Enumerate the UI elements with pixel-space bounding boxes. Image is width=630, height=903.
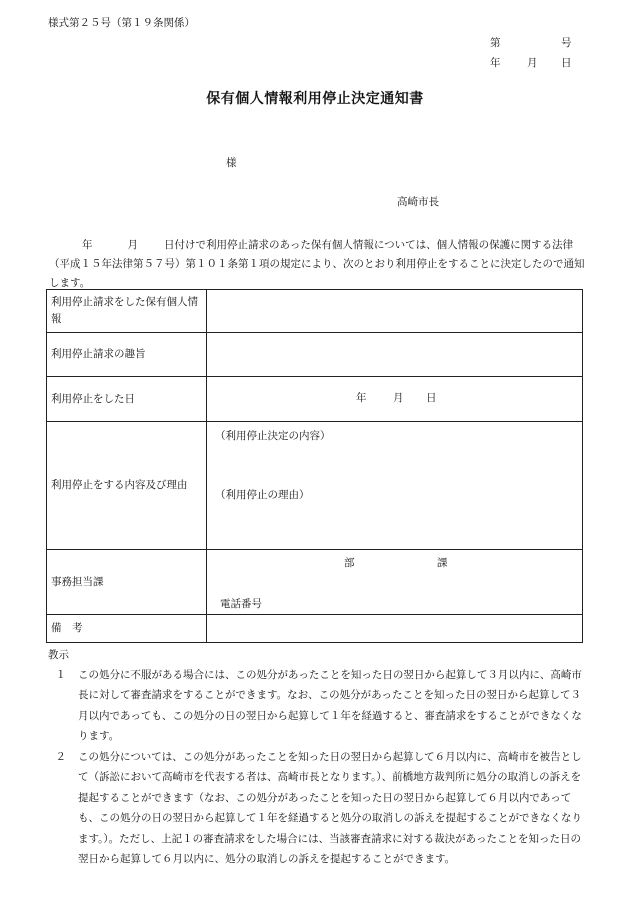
value-department <box>207 550 583 615</box>
stop-date-day: 日 <box>426 392 437 404</box>
department-suffix: 部 <box>344 557 355 569</box>
instructions-heading: 教示 <box>48 649 69 661</box>
form-id: 様式第２５号（第１９条関係） <box>48 17 195 29</box>
section-suffix: 課 <box>437 557 448 569</box>
issue-date-month: 月 <box>527 57 538 69</box>
phone-label: 電話番号 <box>220 598 262 610</box>
table-row <box>47 377 583 422</box>
table-row <box>47 422 583 550</box>
intro-paragraph <box>49 236 585 293</box>
row-label-department: 事務担当課 <box>47 550 207 615</box>
note-number: ２ <box>55 750 66 763</box>
row-label-request-purpose: 利用停止請求の趣旨 <box>47 333 207 377</box>
value-request-purpose <box>207 333 583 377</box>
list-item <box>48 665 593 747</box>
row-label-stop-date: 利用停止をした日 <box>47 377 207 422</box>
stop-date-month: 月 <box>393 392 404 404</box>
value-remarks <box>207 615 583 643</box>
value-stop-date <box>207 377 583 422</box>
row-label-content-reason: 利用停止をする内容及び理由 <box>47 422 207 550</box>
document-title: 保有個人情報利用停止決定通知書 <box>206 91 424 107</box>
list-item <box>48 747 593 870</box>
table-row <box>47 290 583 333</box>
issue-date-day: 日 <box>561 57 572 69</box>
table-row <box>47 615 583 643</box>
value-content-reason <box>207 422 583 550</box>
table-row <box>47 333 583 377</box>
reason-label: （利用停止の理由） <box>215 489 310 501</box>
note-text: この処分に不服がある場合には、この処分があったことを知った日の翌日から起算して３月以内に、高崎市長に対して審査請求をすることができます。なお、この処分があったことを知った日の翌日から起算して３月以内であっても、この処分の日の翌日から起算して１年を経過すると、審査請求をすることができなくなります。 <box>78 668 582 742</box>
table-row <box>47 550 583 615</box>
content-label: （利用停止決定の内容） <box>215 430 331 442</box>
issue-date-year: 年 <box>490 57 501 69</box>
intro-text: 日付けで利用停止請求のあった保有個人情報については、個人情報の保護に関する法律（平成１５年法律第５７号）第１０１条第１項の規定により、次のとおり利用停止をすることに決定したので通知します。 <box>49 239 585 289</box>
note-number: １ <box>55 668 66 681</box>
issuer: 高崎市長 <box>397 196 439 208</box>
row-label-remarks: 備 考 <box>47 615 207 643</box>
value-personal-info <box>207 290 583 333</box>
note-text: この処分については、この処分があったことを知った日の翌日から起算して６月以内に、高崎市を被告として（訴訟において高崎市を代表する者は、高崎市長となります。）、前橋地方裁判所に処分の取消しの訴えを提起することができます（なお、この処分があったことを知った日の翌日から起算して６月以内であっても、この処分の日の翌日から起算して１年を経過すると処分の取消しの訴えを提起することができなくなります。）。ただし、上記１の審査請求をした場合には、当該審査請求に対する裁決があったことを知った日の翌日から起算して６月以内に、処分の取消しの訴えを提起することができます。 <box>78 750 582 865</box>
intro-month: 月 <box>127 239 138 251</box>
instructions-section <box>48 650 593 870</box>
document-number-suffix: 号 <box>561 37 572 49</box>
decision-table <box>46 289 583 643</box>
addressee-suffix: 様 <box>226 157 237 169</box>
intro-year: 年 <box>82 239 93 251</box>
stop-date-year: 年 <box>356 392 367 404</box>
document-number-label: 第 <box>490 37 501 49</box>
row-label-personal-info: 利用停止請求をした保有個人情報 <box>47 290 207 333</box>
